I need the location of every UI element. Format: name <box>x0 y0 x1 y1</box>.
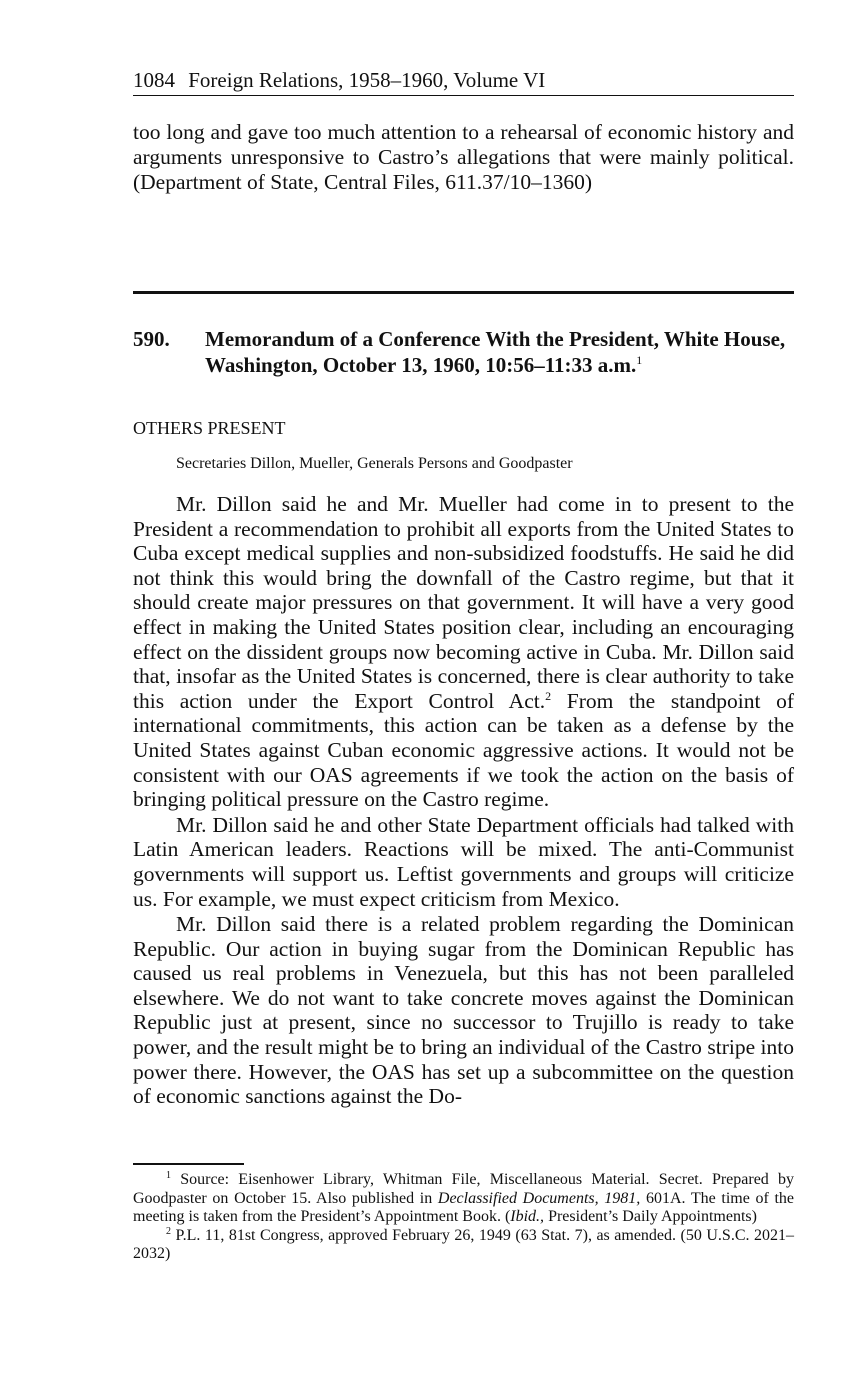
memo-body <box>133 492 794 1110</box>
running-head <box>133 66 794 96</box>
footnote-1: $^1$ Source: Eisenhower Library, Whitman File, Miscellaneous Material. Secret. Prepared by Goodpaster on October 15. Also published in Declassified Documents, 1981, 601A. The time of the meeting is taken from the President’s Appointment Book. (Ibid., President’s Daily Appointments) <box>133 1170 795 1225</box>
document-title <box>205 326 794 378</box>
document-number: 590. <box>133 327 170 351</box>
footnote-marker: 2 <box>166 1225 171 1237</box>
volume-title: Foreign Relations, 1958–1960, Volume VI <box>188 68 546 92</box>
body-paragraph-3: Mr. Dillon said there is a related problem regarding the Dominican Republic. Our action in buying sugar from the Dominican Republic has caused us real problems in Venezuela, but this has not been paralleled elsewhere. We do not want to take concrete moves against the Dominican Republic just at present, since no successor to Trujillo is ready to take power, and the result might be to bring an individual of the Castro stripe into power there. However, the OAS has set up a subcommittee on the question of economic sanctions against the Do- <box>133 912 794 1109</box>
footnotes <box>133 1171 794 1264</box>
others-present-label: OTHERS PRESENT <box>133 418 286 438</box>
body-paragraph-2: Mr. Dillon said he and other State Department officials had talked with Latin American leaders. Reactions will be mixed. The anti-Communist governments will support us. Leftist governments and groups will criticize us. For example, we must expect criticism from Mexico. <box>133 812 794 911</box>
footnote-2: $^2$ P.L. 11, 81st Congress, approved February 26, 1949 (63 Stat. 7), as amended. (50 U.S.C. 2021–2032) <box>133 1225 795 1262</box>
footnote-ref-1[interactable]: 1 <box>636 353 643 367</box>
page-number: 1084 <box>133 68 175 92</box>
document-heading <box>133 326 794 378</box>
footnote-marker: 1 <box>166 1170 171 1181</box>
section-divider <box>133 291 794 294</box>
body-paragraph-1: Mr. Dillon said he and Mr. Mueller had come in to present to the President a recommendation to prohibit all exports from the United States to Cuba except medical supplies and non-subsidized foodstuffs. He said he did not think this would bring the downfall of the Castro regime, but that it should create major pressures on that government. It will have a very good effect in making the United States position clear, including an encouraging effect on the dissident groups now becoming active in Cuba. Mr. Dillon said that, insofar as the United States is concerned, there is clear authority to take this action under the Export Control Act.$^2$ From the standpoint of international commitments, this action can be taken as a defense by the United States against Cuban economic aggressive actions. It would not be consistent with our OAS agreements if we took the action on the basis of bringing political pressure on the Castro regime. <box>133 492 794 812</box>
carryover-paragraph: too long and gave too much attention to a rehearsal of economic history and arguments unresponsive to Castro’s allegations that were mainly political. (Department of State, Central Files, 611.37/10–1360) <box>133 120 794 194</box>
footnote-ref-2[interactable]: 2 <box>545 688 552 703</box>
document-title-text: Memorandum of a Conference With the President, White House, Washington, October 13, 1960, 10:56–11:33 a.m. <box>205 327 786 377</box>
others-present-names: Secretaries Dillon, Mueller, Generals Persons and Goodpaster <box>176 455 573 472</box>
footnote-rule <box>133 1163 244 1165</box>
